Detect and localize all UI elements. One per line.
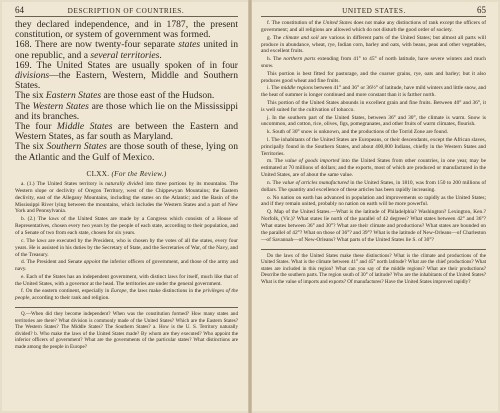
review-paragraph: e. Each of the States has an independent government, with distinct laws for itself, much like that of the United States, with a governor at the head. The territories are under the general government. (15, 273, 238, 287)
intro-paragraph: 168. There are now twenty-four separate states united in one republic, and a several territories. (15, 39, 238, 61)
right-paragraph: m. The value of goods imported into the United States from other countries, in one year, may be estimated at 70 millions of dollars; and the exports, most of which are produced or manufactured in the United States, are of about the same value. (261, 158, 486, 179)
right-page (252, 2, 498, 411)
right-running-header (261, 5, 486, 17)
questions-divider (261, 249, 486, 250)
intro-paragraph: 169. The United States are usually spoken of in four divisions—the Eastern, Western, Middle and Southern States. (15, 59, 238, 92)
right-review-questions: Do the laws of the United States make these distinctions? What is the climate and productions of the United States. What is the climate between 41° and 45° north latitude? What are the chief productions? What states are included in this region? What can you say of the middle regions? What are their productions? Describe the southern parts. The region south of 30° of latitude? Who are the inhabitants of the United States? What is the value of imports and exports? Of manufactures? Have the United States improved rapidly? (261, 252, 486, 285)
left-review-questions: Q.—When did they become independent? When was the constitution formed? How many states and territories are there? What division is commonly made of the United States? Which are the Eastern States? The Western States? The Middle States? The Southern States? a. How is the U. S. Territory naturally divided? b. Who make the laws of the United States made? By whom are they executed? Who appoint the inferior officers of government? What are the governments of the particular states? What distinctions are made among the people in Europe? (15, 311, 238, 350)
intro-paragraph: they declared independence, and in 1787, the present constitution, or system of government was formed. (15, 19, 238, 41)
left-page-number: 64 (15, 5, 24, 15)
left-intro (15, 20, 238, 163)
right-paragraph: n. The value of articles manufactured in the United States, in 1810, was from 150 to 200 millions of dollars. The quantity and excellence of these articles has been rapidly increasing. (261, 179, 487, 193)
right-paragraphs (261, 20, 486, 244)
map-questions: Q. Map of the United States.—What is the latitude of Philadelphia? Washington? Lexington, Ken.? Norfolk, (Vir.)? What states lie north of the parallel of 42 degrees? What states between 42° and 36°? What states between 36° and 30°? What are their climate and productions? What states are bounded on the parallel of 42°? What on those of 36°? and 39°? What is the latitude of New-Orleans—of Charleston—of Savannah—of New-Orleans? What parts of the United States lie S. of 30°? (261, 209, 486, 243)
left-review-paragraphs (15, 181, 238, 302)
right-page-number: 65 (476, 5, 486, 15)
right-paragraph: h. The northern parts extending from 41° to 45° of north latitude, have severe winters and much snow. (261, 56, 486, 70)
right-paragraph: o. No nation on earth has advanced in population and improvements so rapidly as the United States; and if they remain united, probably no nation on earth will be more powerful. (261, 194, 486, 208)
review-paragraph: f. On the eastern continent, especially in Europe, the laws make distinctions in the privileges of the people, according to their rank and religion. (15, 288, 238, 302)
right-paragraph: This portion is best fitted for pasturage, and the coarser grains, rye, oats and barley; but it also produces good wheat and fine fruits. (261, 70, 486, 84)
review-paragraph: d. The President and Senate appoint the inferior officers of government, and those of the army and navy. (15, 259, 239, 273)
intro-paragraph: The Western States are those which lie on the Mississippi and its branches. (15, 100, 238, 122)
right-paragraph: k. South of 30° snow is unknown, and the productions of the Torrid Zone are found. (267, 129, 449, 136)
left-header-title: DESCRIPTION OF COUNTRIES. (67, 7, 185, 15)
intro-paragraph: The six Eastern States are those east of the Hudson. (15, 90, 215, 102)
left-page (2, 2, 248, 411)
review-paragraph: c. The laws are executed by the President, who is chosen by the votes of all the states, every four years. He is assisted in his duties by the Secretary of State, and the Secretaries of War, of the Navy, and of the Treasury. (15, 237, 238, 258)
right-paragraph: g. The climate and soil are various in different parts of the United States; but almost all parts will produce in abundance, wheat, rye, Indian corn, barley and oats, with beans, peas and other vegetables, and excellent fruits. (261, 34, 487, 55)
right-paragraph: This portion of the United States abounds in excellent grain and fine fruits. Between 40° and 36°, it is well suited for the cultivation of tobacco. (261, 99, 486, 113)
right-paragraph: j. In the southern part of the United States, between 36° and 30°, the climate is warm. Snow is uncommon, and cotton, rice, olives, figs, pomegranates, and other fruits of warm climates, flourish. (261, 114, 486, 128)
left-running-header (15, 5, 238, 17)
right-header-title: UNITED STATES. (342, 7, 406, 15)
right-paragraph: l. The inhabitants of the United States are Europeans, or their descendants, except the African slaves, principally found in the Southern States, and about 400,000 Indians, chiefly in the Western States and Territories. (261, 136, 486, 157)
right-paragraph: i. The middle regions between 41° and 36° or 36½° of latitude, have mild winters and little snow, and the heat of summer is longer continued and more constant than it is farther north. (261, 85, 486, 99)
intro-paragraph: The four Middle States are between the Eastern and Western States, as far south as Maryland. (15, 121, 238, 143)
intro-paragraph: The six Southern States are those south of these, lying on the Atlantic and the Gulf of Mexico. (15, 141, 238, 163)
questions-divider (15, 307, 238, 308)
lesson-heading: CLXX. (For the Review.) (86, 169, 167, 178)
review-paragraph: b. (2.) The laws of the United States are made by a Congress which consists of a House of Representatives, chosen every two years by the people of each state, according to their population, and of a Senate of two from each state, chosen for six years. (15, 216, 238, 236)
review-paragraph: a. (1.) The United States territory is naturally divided into three portions by its mountains. The Western slope or declivity of Oregon Territory, west of the Chippewyan Mountains; the Eastern declivity, east of the Allegany Mountains, including the states on the Atlantic; and the Basin of the Mississippi River lying between the mountains, which includes the Western States and a part of New York and Pennsylvania. (15, 180, 238, 215)
right-paragraph: f. The constitution of the United States does not make any distinctions of rank except the officers of government; and all religions are allowed which do not disturb the good order of society. (261, 20, 487, 33)
